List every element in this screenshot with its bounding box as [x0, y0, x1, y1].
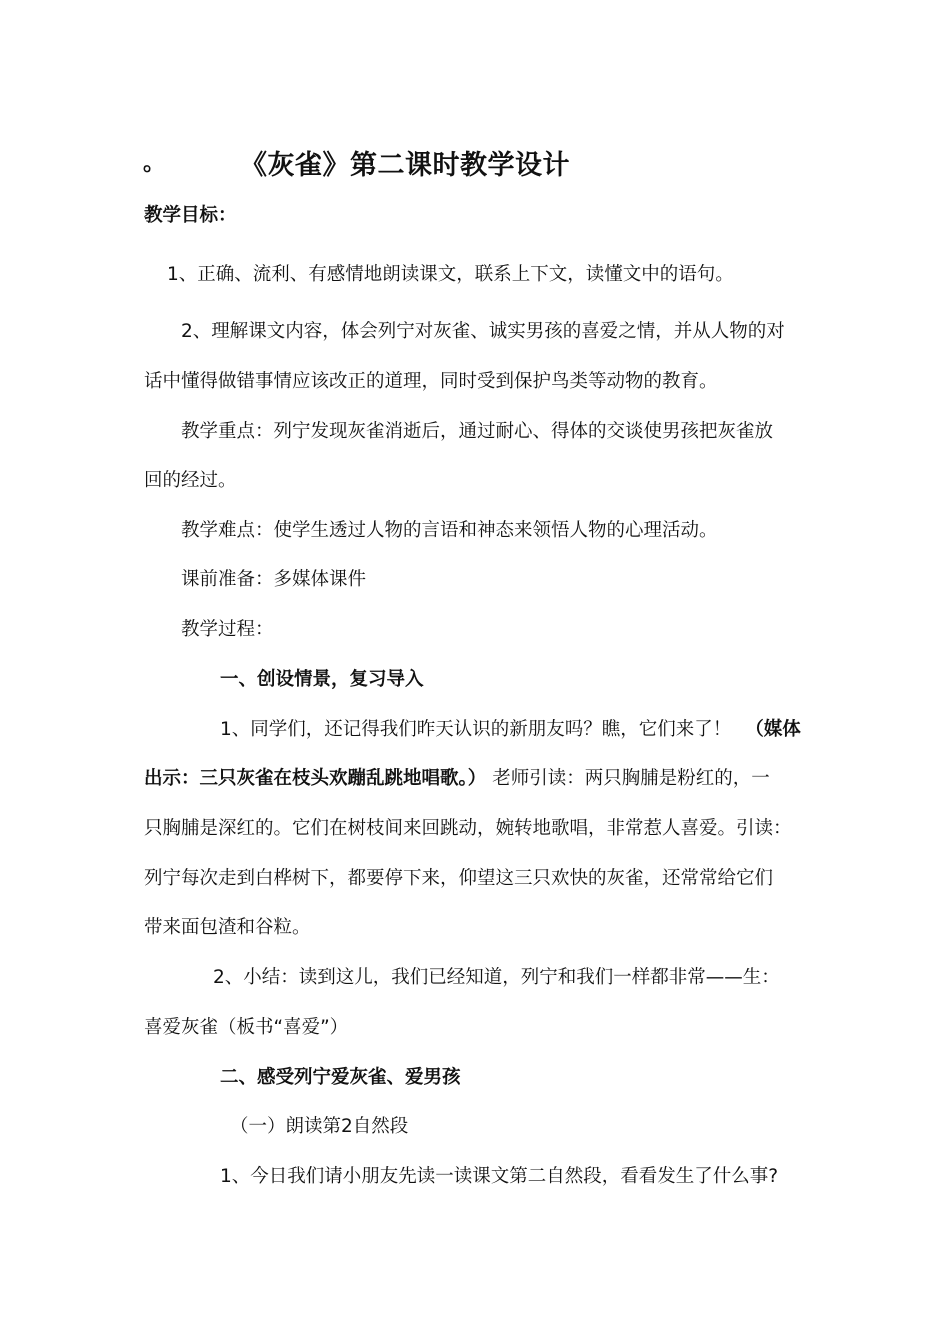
- section-1-para-1-line-5: 带来面包渣和谷粒。: [144, 917, 311, 938]
- section-1-para-1-line-4: 列宁每次走到白桦树下，都要停下来，仰望这三只欢快的灰雀，还常常给它们: [144, 868, 774, 889]
- section-1-heading: 一、创设情景，复习导入: [220, 669, 424, 690]
- objectives-heading: 教学目标：: [144, 205, 237, 226]
- section-1-para-1-line-2: [144, 766, 770, 792]
- section-2-para-1: 1、今日我们请小朋友先读一读课文第二自然段，看看发生了什么事?: [220, 1166, 779, 1187]
- key-point-line-2: 回的经过。: [144, 470, 237, 491]
- section-1-para-2-line-2: 喜爱灰雀（板书“喜爱”）: [144, 1017, 349, 1038]
- title-dot: 。: [143, 151, 166, 176]
- difficulty: 教学难点：使学生透过人物的言语和神态来领悟人物的心理活动。: [181, 520, 718, 541]
- section-1-para-1-line-1: [220, 717, 801, 743]
- subsection-1-heading: （一）朗读第2自然段: [230, 1116, 409, 1137]
- page-title: 《灰雀》第二课时教学设计: [240, 150, 570, 181]
- section-1-para-1-line-3: 只胸脯是深红的。它们在树枝间来回跳动，婉转地歌唱，非常惹人喜爱。引读：: [144, 818, 792, 839]
- objective-2-line-2: 话中懂得做错事情应该改正的道理，同时受到保护鸟类等动物的教育。: [144, 371, 718, 392]
- section-1-para-2-line-1: 2、小结：读到这儿，我们已经知道，列宁和我们一样都非常——生：: [213, 967, 780, 988]
- objective-1: 1、正确、流利、有感情地朗读课文，联系上下文，读懂文中的语句。: [167, 264, 734, 285]
- media-note-start: （媒体: [745, 719, 801, 740]
- section-2-heading: 二、感受列宁爱灰雀、爱男孩: [220, 1067, 461, 1088]
- preparation: 课前准备：多媒体课件: [181, 569, 367, 590]
- objective-2-line-1: 2、理解课文内容，体会列宁对灰雀、诚实男孩的喜爱之情，并从人物的对: [181, 321, 785, 342]
- para-text: 1、同学们，还记得我们昨天认识的新朋友吗？瞧，它们来了！: [220, 719, 732, 740]
- key-point-line-1: 教学重点：列宁发现灰雀消逝后，通过耐心、得体的交谈使男孩把灰雀放: [181, 421, 774, 442]
- process-heading: 教学过程：: [181, 619, 274, 640]
- para-text: 老师引读：两只胸脯是粉红的，一: [492, 768, 770, 789]
- media-note-end: 出示：三只灰雀在枝头欢蹦乱跳地唱歌。）: [144, 768, 487, 789]
